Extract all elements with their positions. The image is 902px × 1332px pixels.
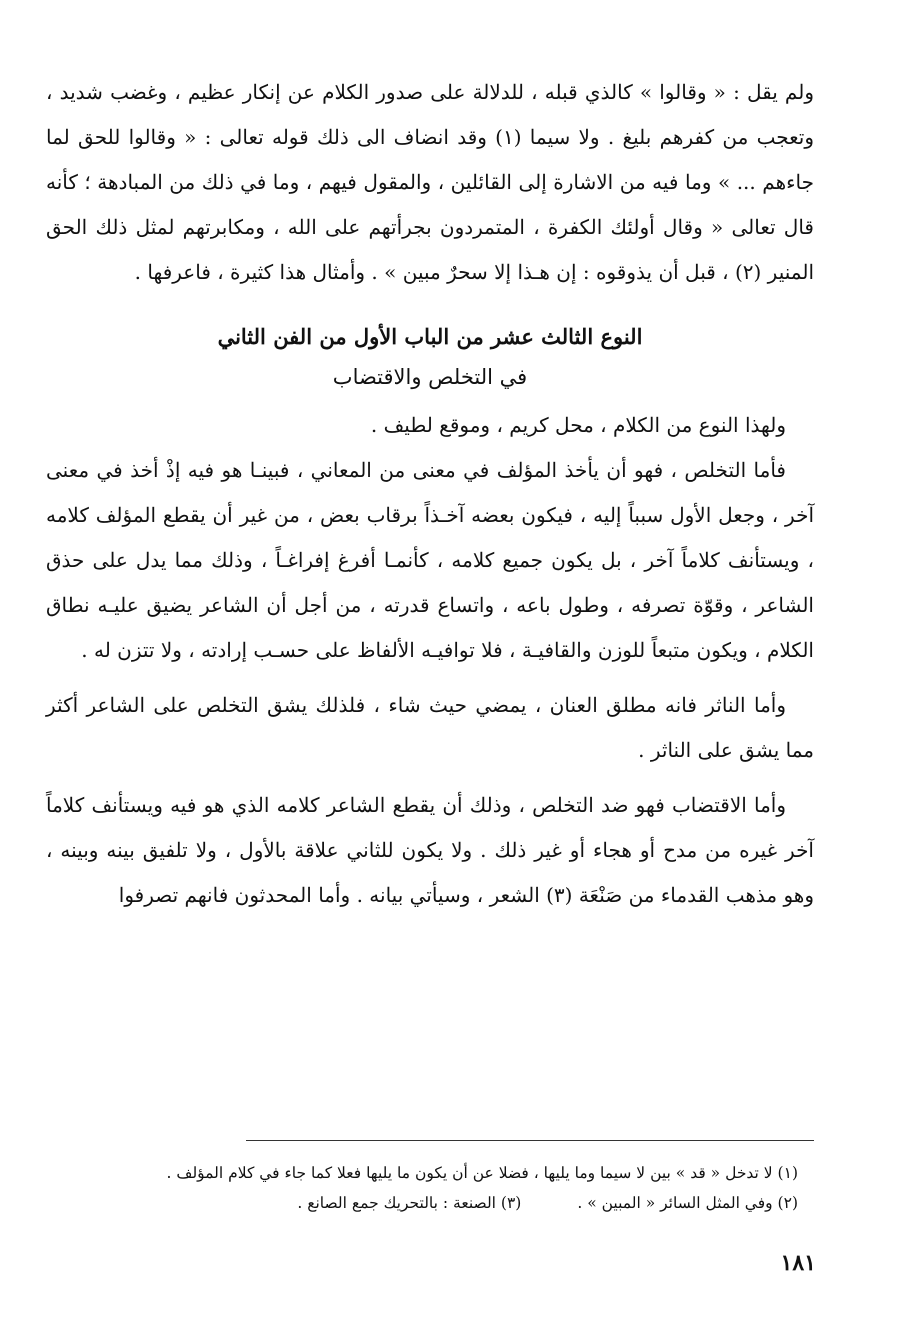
body-paragraph: فأما التخلص ، فهو أن يأخذ المؤلف في معنى من المعاني ، فبينـا هو فيه إذْ أخذ في معنى آخر ، وجعل الأول سبباً إليه ، فيكون بعضه آخـذاً برقاب بعض ، من غير أن يقطع المؤلف كلامه ، ويستأنف كلاماً آخر ، بل يكون جميع كلامه ، كأنمـا أفرغ إفراغـاً ، وذلك مما يدل على حذق الشاعر ، وقوّة تصرفه ، وطول باعه ، واتساع قدرته ، من أجل أن الشاعر يضيق عليـه نطاق الكلام ، ويكون متبعاً للوزن والقافيـة ، فلا توافيـه الألفاظ على حسـب إرادته ، ولا تتزن له . <box>46 458 814 662</box>
page-number: ١٨١ <box>780 1250 816 1276</box>
body-paragraph: ولهذا النوع من الكلام ، محل كريم ، وموقع لطيف . <box>370 413 786 437</box>
section-subheading: في التخلص والاقتضاب <box>332 365 528 389</box>
footnote-3: (٣) الصنعة : بالتحريك جمع الصانع . <box>297 1194 522 1212</box>
footnote-2: (٢) وفي المثل السائر « المبين » . <box>577 1194 798 1212</box>
body-paragraph: وأما الناثر فانه مطلق العنان ، يمضي حيث شاء ، فلذلك يشق التخلص على الشاعر أكثر مما يشق على الناثر . <box>46 693 814 762</box>
body-paragraph: وأما الاقتضاب فهو ضد التخلص ، وذلك أن يقطع الشاعر كلامه الذي هو فيه ويستأنف كلاماً آخر غيره من مدح أو هجاء أو غير ذلك . ولا يكون للثاني علاقة بالأول ، ولا تلفيق بينه وبينه ، وهو مذهب القدماء من صَنْعَة (٣) الشعر ، وسيأتي بيانه . وأما المحدثون فانهم تصرفوا <box>46 793 814 907</box>
body-paragraph-continued: ولم يقل : « وقالوا » كالذي قبله ، للدلالة على صدور الكلام عن إنكار عظيم ، وغضب شديد ، وتعجب من كفرهم بليغ . ولا سيما (١) وقد انضاف الى ذلك قوله تعالى : « وقالوا للحق لما جاءهم ... » وما فيه من الاشارة إلى القائلين ، والمقول فيهم ، وما في ذلك من المبادهة ؛ كأنه قال تعالى « وقال أولئك الكفرة ، المتمردون بجرأتهم على الله ، ومكابرتهم لمثل ذلك الحق المنير (٢) ، قبل أن يذوقوه : إن هـذا إلا سحرٌ مبين » . وأمثال هذا كثيرة ، فاعرفها . <box>46 80 814 284</box>
footnote-1: (١) لا تدخل « قد » بين لا سيما وما يليها ، فضلا عن أن يكون ما يليها فعلا كما جاء في كلام المؤلف . <box>166 1164 798 1182</box>
footnote-divider <box>246 1140 814 1141</box>
section-heading: النوع الثالث عشر من الباب الأول من الفن الثاني <box>217 324 643 349</box>
footnote-row-2 <box>60 1188 798 1218</box>
footnotes <box>60 1158 798 1218</box>
